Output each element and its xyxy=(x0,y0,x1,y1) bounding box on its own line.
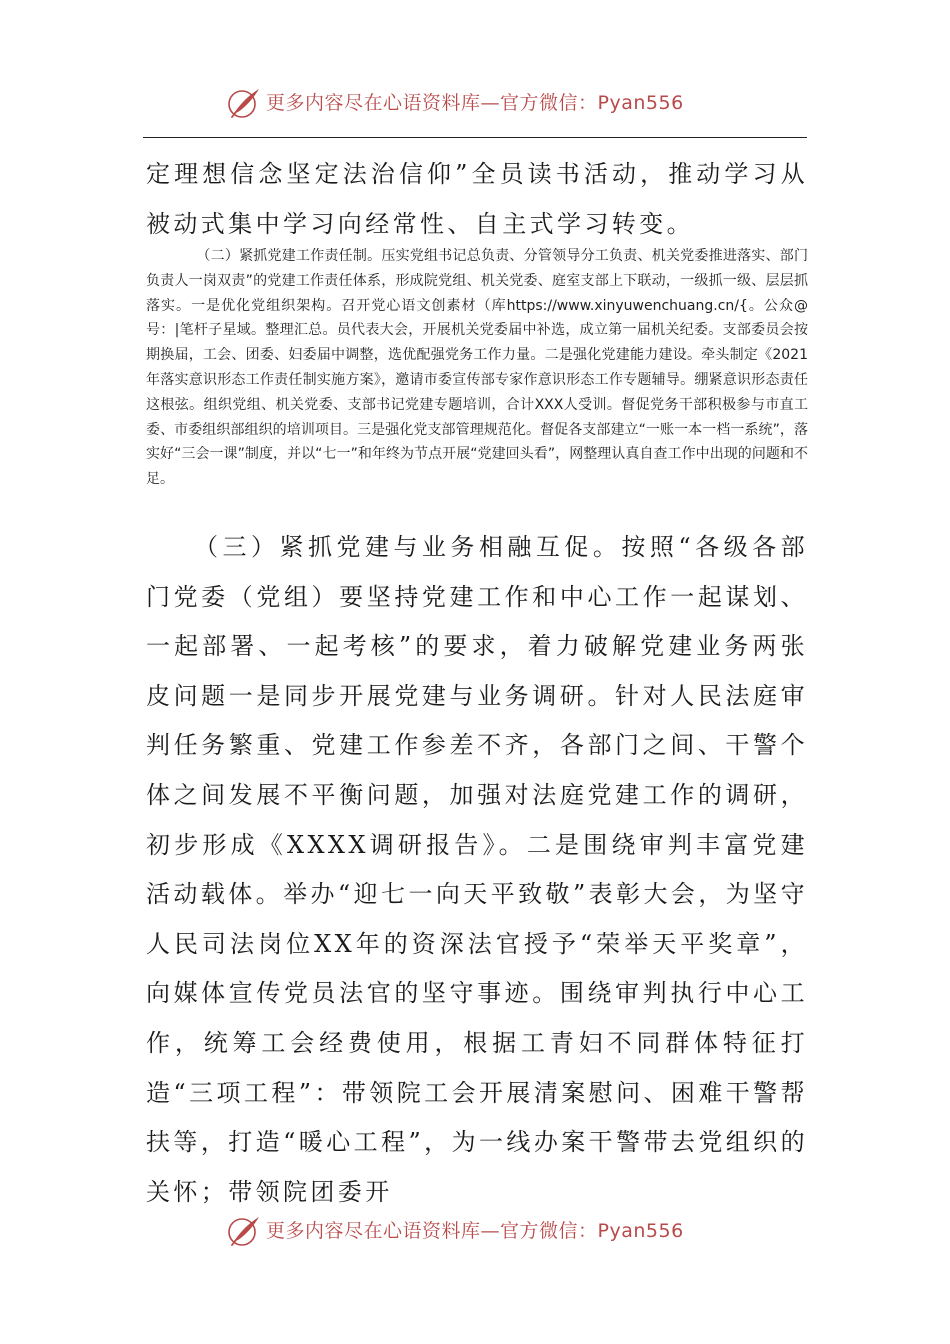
continued-paragraph xyxy=(146,150,808,249)
quill-pen-icon xyxy=(226,1213,262,1249)
wechat-id: Pyan556 xyxy=(597,1220,684,1242)
section-2-paragraph xyxy=(146,244,808,492)
paragraph-text: （三）紧抓党建与业务相融互促。按照“各级各部门党委（党组）要坚持党建工作和中心工作一起谋划、一起部署、一起考核”的要求，着力破解党建业务两张皮问题一是同步开展党建与业务调研。针对人民法庭审判任务繁重、党建工作参差不齐，各部门之间、干警个体之间发展不平衡问题，加强对法庭党建工作的调研，初步形成《XXXX调研报告》。二是围绕审判丰富党建活动载体。举办“迎七一向天平致敬”表彰大会，为坚守人民司法岗位XX年的资深法官授予“荣举天平奖章”，向媒体宣传党员法官的坚守事迹。围绕审判执行中心工作，统筹工会经费使用，根据工青妇不同群体特征打造“三项工程”：带领院工会开展清案慰问、困难干警帮扶等，打造“暖心工程”，为一线办案干警带去党组织的关怀；带领院团委开 xyxy=(146,533,808,1206)
header-divider xyxy=(143,137,807,138)
watermark-text: 更多内容尽在心语资料库—官方微信：Pyan556 xyxy=(266,1220,684,1242)
section-3-paragraph xyxy=(146,523,808,1217)
quill-pen-icon xyxy=(226,85,262,121)
footer-watermark xyxy=(0,1212,950,1252)
paragraph-text: 定理想信念坚定法治信仰”全员读书活动，推动学习从被动式集中学习向经常性、自主式学习转变。 xyxy=(146,160,808,238)
watermark-text: 更多内容尽在心语资料库—官方微信：Pyan556 xyxy=(266,92,684,114)
wechat-id: Pyan556 xyxy=(597,92,684,114)
paragraph-text: （二）紧抓党建工作责任制。压实党组书记总负责、分管领导分工负责、机关党委推进落实、部门负责人一岗双责”的党建工作责任体系，形成院党组、机关党委、庭室支部上下联动，一级抓一级、层层抓落实。一是优化党组织架构。召开党心语文创素材（库https://www.xinyuwenchuang.cn/{。公众@号：|笔杆子星域。整理汇总。员代表大会，开展机关党委届中补选，成立第一届机关纪委。支部委员会按期换届，工会、团委、妇委届中调整，选优配强党务工作力量。二是强化党建能力建设。牵头制定《2021年落实意识形态工作责任制实施方案》，邀请市委宣传部专家作意识形态工作专题辅导。绷紧意识形态责任这根弦。组织党组、机关党委、支部书记党建专题培训，合计XXX人受训。督促党务干部积极参与市直工委、市委组织部组织的培训项目。三是强化党支部管理规范化。督促各支部建立“一账一本一档一系统”，落实好“三会一课”制度，并以“七一”和年终为节点开展“党建回头看”，网整理认真自查工作中出现的问题和不足。 xyxy=(146,248,808,488)
header-watermark xyxy=(0,84,950,124)
